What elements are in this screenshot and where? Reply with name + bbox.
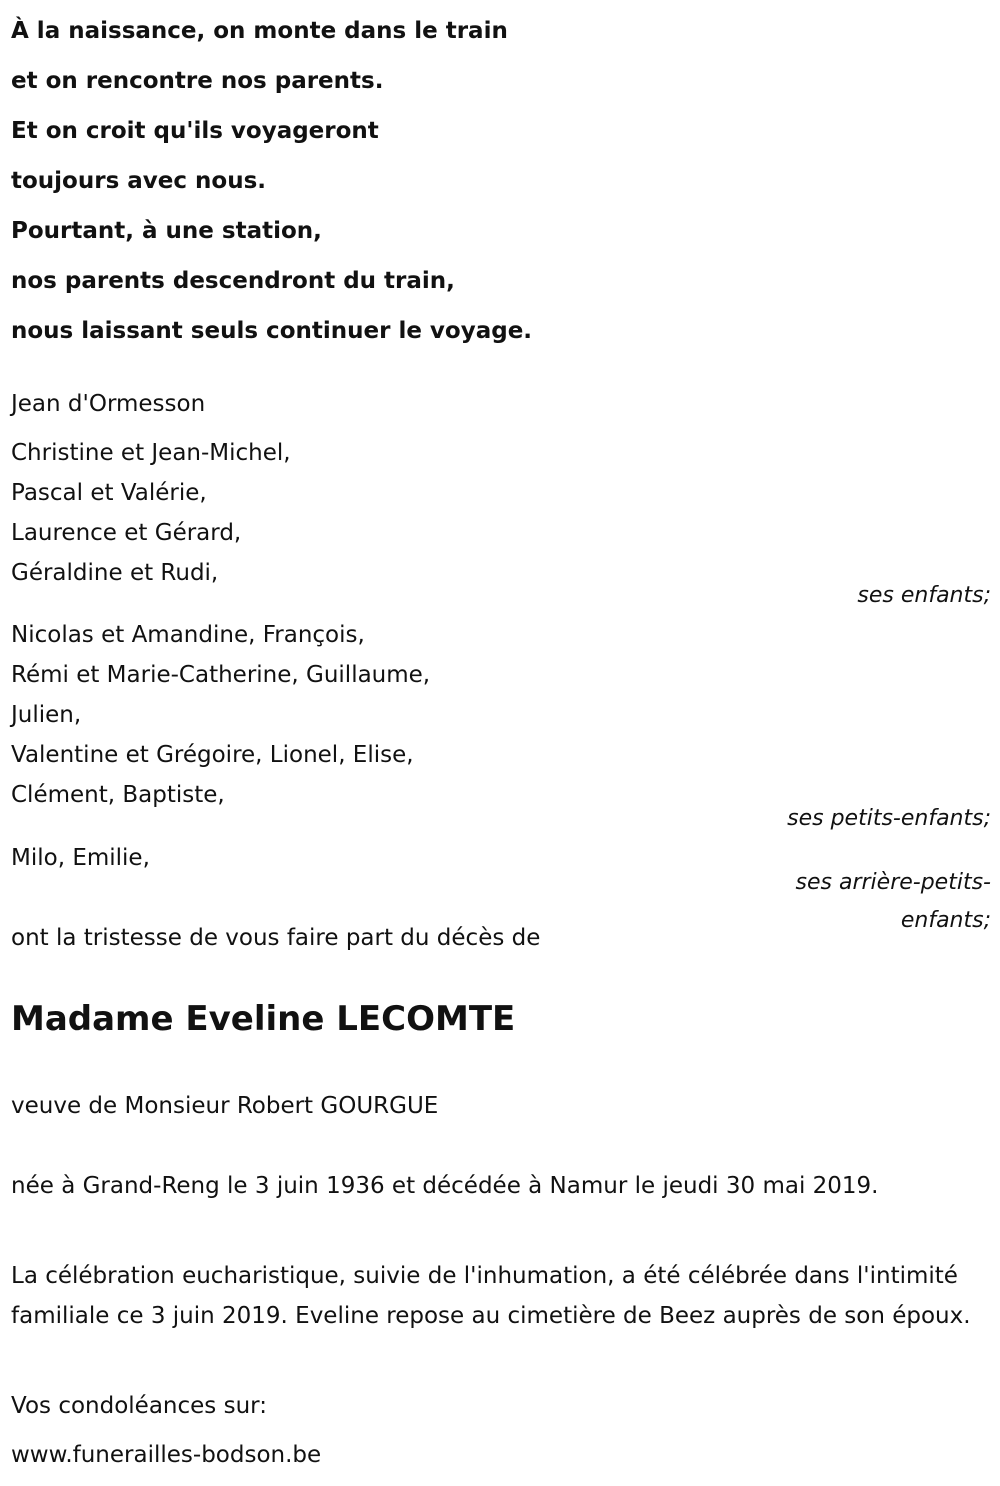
family-name-line: Rémi et Marie-Catherine, Guillaume, [11,662,431,688]
family-name-line: Valentine et Grégoire, Lionel, Elise, [11,742,414,768]
family-name-line: Géraldine et Rudi, [11,560,219,586]
poem-line: À la naissance, on monte dans le train [11,18,508,44]
poem-line: nous laissant seuls continuer le voyage. [11,318,533,344]
role-line: enfants; [900,908,991,933]
birth-death-text: née à Grand-Reng le 3 juin 1936 et décédée à Namur le jeudi 30 mai 2019. [11,1173,879,1199]
family-name-line: Clément, Baptiste, [11,782,225,808]
widow-of: veuve de Monsieur Robert GOURGUE [11,1093,439,1119]
family-name-line: Pascal et Valérie, [11,480,207,506]
announcement-intro: ont la tristesse de vous faire part du décès de [11,925,541,951]
poem-line: et on rencontre nos parents. [11,68,384,94]
deceased-name: Madame Eveline LECOMTE [11,999,516,1039]
poem [11,6,991,356]
poem-line: nos parents descendront du train, [11,268,455,294]
grandchildren-names [11,615,430,815]
ceremony-text: La célébration eucharistique, suivie de l'inhumation, a été célébrée dans l'intimité familiale ce 3 juin 2019. Eveline repose au cimetière de Beez auprès de son époux. [11,1263,971,1329]
family-name-line: Milo, Emilie, [11,845,150,871]
poem-line: Pourtant, à une station, [11,218,322,244]
great-grandchildren-role [796,864,991,940]
obituary-page [11,0,991,1468]
poem-line: Et on croit qu'ils voyageront [11,118,379,144]
grandchildren-role: ses petits-enfants; [787,806,991,831]
great-grandchildren-names [11,838,150,878]
children-role: ses enfants; [857,583,991,608]
family-name-line: Laurence et Gérard, [11,520,242,546]
poem-author: Jean d'Ormesson [11,391,206,417]
family-name-line: Nicolas et Amandine, François, [11,622,365,648]
poem-line: toujours avec nous. [11,168,266,194]
role-line: ses arrière-petits- [795,870,991,895]
family-name-line: Julien, [11,702,82,728]
condolences-label: Vos condoléances sur: [11,1393,267,1419]
condolences-website: www.funerailles-bodson.be [11,1442,322,1468]
family-name-line: Christine et Jean-Michel, [11,440,291,466]
children-names [11,433,291,593]
